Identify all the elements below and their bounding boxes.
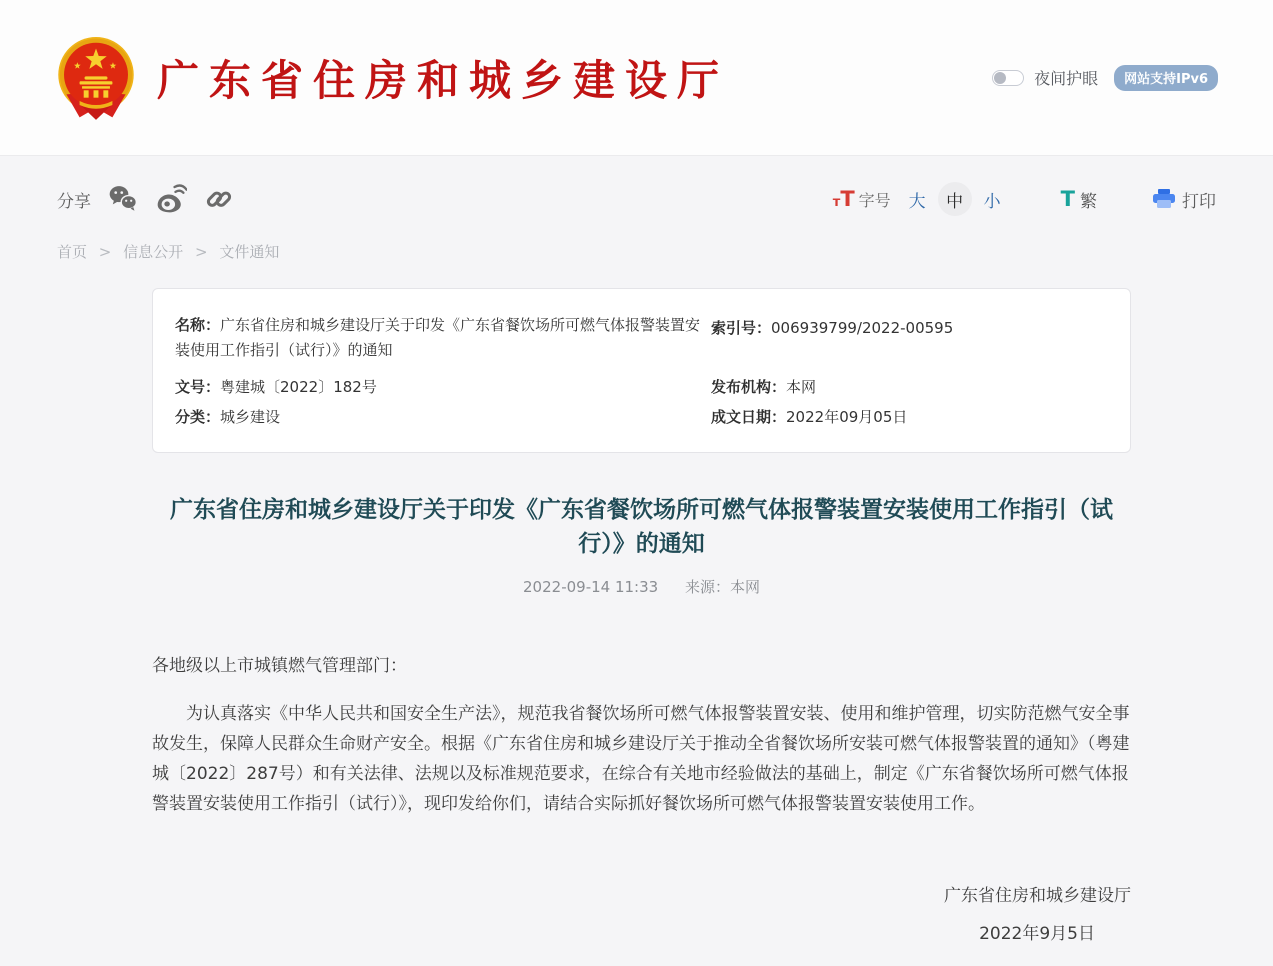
national-emblem-logo [55,35,137,121]
breadcrumb-separator: > [98,243,112,261]
printer-icon [1153,189,1175,209]
article-title: 广东省住房和城乡建设厅关于印发《广东省餐饮场所可燃气体报警装置安装使用工作指引（试行）》的通知 [170,497,1113,557]
article-meta [152,576,1131,597]
article-source: 来源：本网 [684,578,760,596]
doc-category-field: 分类：城乡建设 [175,408,281,426]
doc-publisher-field: 发布机构：本网 [711,378,817,396]
print-button[interactable]: 打印 [1153,187,1216,212]
breadcrumb-home-link[interactable]: 首页 [57,243,88,261]
doc-date-field: 成文日期：2022年09月05日 [711,408,908,426]
copy-link-icon[interactable] [203,183,235,215]
signature-name: 广东省住房和城乡建设厅 [944,886,1131,906]
wechat-share-icon[interactable] [107,183,139,215]
site-title: 广东省住房和城乡建设厅 [157,55,730,105]
traditional-chinese-icon: T [1060,187,1075,211]
font-size-small-button[interactable]: 小 [983,191,1001,212]
doc-index-field: 索引号：006939799/2022-00595 [711,319,954,337]
ipv6-support-badge: 网站支持IPv6 [1114,65,1218,91]
document-info-box [152,288,1131,453]
site-header [0,0,1273,156]
breadcrumb-separator: > [194,243,208,261]
doc-name-field: 名称：广东省住房和城乡建设厅关于印发《广东省餐饮场所可燃气体报警装置安装使用工作指引（试行）》的通知 [175,316,701,359]
night-mode-toggle[interactable] [992,70,1024,86]
night-mode-label: 夜间护眼 [1034,69,1099,88]
doc-number-field: 文号：粤建城〔2022〕182号 [175,378,377,396]
breadcrumb-info-disclosure-link[interactable]: 信息公开 [123,243,184,261]
article-paragraph: 为认真落实《中华人民共和国安全生产法》，规范我省餐饮场所可燃气体报警装置安装、使用和维护管理，切实防范燃气安全事故发生，保障人民群众生命财产安全。根据《广东省住房和城乡建设厅关于推动全省餐饮场所安装可燃气体报警装置的通知》（粤建城〔2022〕287号）和有关法律、法规以及标准规范要求，在综合有关地市经验做法的基础上，制定《广东省餐饮场所可燃气体报警装置安装使用工作指引（试行）》，现印发给你们，请结合实际抓好餐饮场所可燃气体报警装置安装使用工作。 [152,704,1130,814]
font-size-label: 字号 [858,190,891,210]
salutation: 各地级以上市城镇燃气管理部门： [152,656,407,676]
font-size-medium-button[interactable]: 中 [938,182,972,216]
font-size-large-button[interactable]: 大 [908,191,926,212]
signature-date: 2022年9月5日 [979,924,1095,944]
traditional-chinese-button[interactable]: T 繁 [1060,187,1097,212]
weibo-share-icon[interactable] [155,183,187,215]
article-body [152,651,1131,819]
font-size-icon: тT [832,187,855,211]
breadcrumb-document-notice-link[interactable]: 文件通知 [219,243,280,261]
share-label: 分享 [57,191,91,212]
signature-block [152,881,1131,944]
breadcrumb [0,241,1273,262]
publish-datetime: 2022-09-14 11:33 [523,578,659,596]
article-toolbar [0,183,1273,215]
toggle-knob [994,72,1006,84]
article-content [152,288,1131,966]
